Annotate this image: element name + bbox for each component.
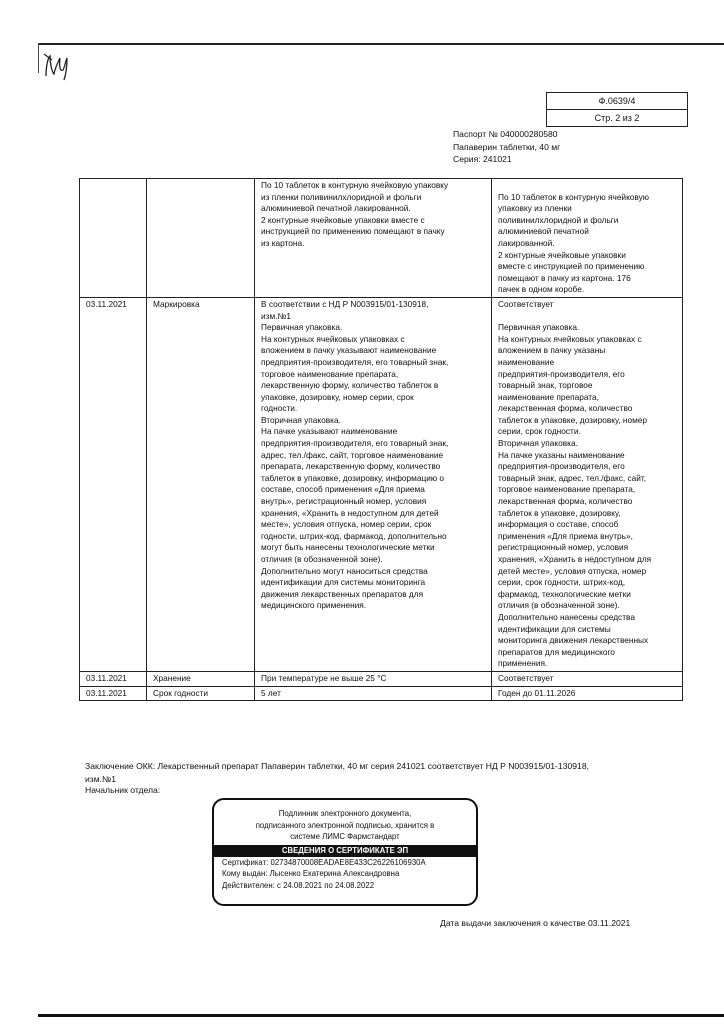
cell-parameter [147,179,255,298]
cell-requirement: При температуре не выше 25 °С [255,671,492,686]
cell-requirement: В соответствии с НД Р N003915/01-130918, изм.№1 Первичная упаковка. На контурных ячейковых упаковках с вложением в пачку указывают наименование предприятия-производителя, его товарный знак, торговое наименование препарата, лекарственную форму, количество таблеток в упаковке, дозировку, номер серии, срок годности. Вторичная упаковка. На пачке указывают наименование предприятия-производителя, его товарный знак, адрес, тел./факс, сайт, торговое наименование препарата, лекарственную форму, количество таблеток в упаковке, дозировку, информацию о составе, способ применения «Для приема внутрь», регистрационный номер, условия хранения, «Хранить в недоступном для детей месте», условия отпуска, номер серии, срок годности, штрих-код, фармакод, дополнительно могут быть нанесены технологические метки отличия (в обозначенной зоне). Дополнительно могут наноситься средства идентификации для системы мониторинга движения лекарственных препаратов для медицинского применения. [255,297,492,671]
form-code-box [546,92,688,127]
top-border [38,43,724,45]
qc-conclusion: Заключение ОКК: Лекарственный препарат Папаверин таблетки, 40 мг серия 241021 соответствует НД Р N003915/01-130918, изм.№1 [85,761,589,784]
table-row [80,179,683,298]
handwritten-initials [42,52,76,82]
passport-number: Паспорт № 040000280580 [453,129,558,139]
cell-result: Годен до 01.11.2026 [492,686,683,701]
electronic-signature-stamp [212,798,478,906]
left-border-tick [38,43,39,73]
page-number: Стр. 2 из 2 [547,109,687,126]
cell-parameter: Срок годности [147,686,255,701]
cell-date: 03.11.2021 [80,686,147,701]
cell-result: Соответствует [492,671,683,686]
table-row [80,671,683,686]
stamp-header: Подлинник электронного документа, подписанного электронной подписью, хранится в системе ЛИМС Фармстандарт [255,809,435,841]
bottom-border [38,1014,724,1017]
cell-requirement: По 10 таблеток в контурную ячейковую упаковку из пленки поливинилхлоридной и фольги алюминиевой печатной лакированной. 2 контурные ячейковые упаковки вместе с инструкцией по применению помещают в пачку из картона. [255,179,492,298]
table-row [80,686,683,701]
cell-date [80,179,147,298]
table-row [80,297,683,671]
form-code: Ф.0639/4 [598,96,636,106]
cell-requirement: 5 лет [255,686,492,701]
cell-result: По 10 таблеток в контурную ячейковую упаковку из пленки поливинилхлоридной и фольги алюминиевой печатной лакированной. 2 контурные ячейковые упаковки вместе с инструкцией по применению помещают в пачку из картона. 176 пачек в одном коробе. [492,179,683,298]
stamp-issued-to: Кому выдан: Лысенко Екатерина Александровна [222,869,400,878]
cell-parameter: Хранение [147,671,255,686]
product-name: Папаверин таблетки, 40 мг [453,141,561,152]
cell-parameter: Маркировка [147,297,255,671]
department-head-label: Начальник отдела: [85,785,161,795]
stamp-certificate: Сертификат: 02734870008EADAE8E433C26226106930A [222,857,426,867]
test-results-table [79,178,683,701]
cell-date: 03.11.2021 [80,297,147,671]
stamp-certificate-bar: СВЕДЕНИЯ О СЕРТИФИКАТЕ ЭП [214,845,476,857]
passport-info [453,128,560,166]
cell-date: 03.11.2021 [80,671,147,686]
cell-result: Соответствует Первичная упаковка. На контурных ячейковых упаковках с вложением в пачку указаны наименование предприятия-производителя, его товарный знак, торговое наименование препарата, лекарственная форма, количество таблеток в упаковке, дозировку, номер серии, срок годности. Вторичная упаковка. На пачке указаны наименование предприятия-производителя, его товарный знак, адрес, тел./факс, сайт, торговое наименование препарата, лекарственная форма, количество таблеток в упаковке, дозировку, информация о составе, способ применения «Для приема внутрь», регистрационный номер, условия хранения, «Хранить в недоступном для детей месте», условия отпуска, номер серии, срок годности, штрих-код, фармакод, технологические метки отличия (в обозначенной зоне). Дополнительно нанесены средства идентификации для системы мониторинга движения лекарственных препаратов для медицинского применения. [492,297,683,671]
stamp-validity: Действителен: с 24.08.2021 по 24.08.2022 [222,880,375,890]
batch-number: Серия: 241021 [453,154,512,164]
issue-date: Дата выдачи заключения о качестве 03.11.2021 [440,918,631,928]
